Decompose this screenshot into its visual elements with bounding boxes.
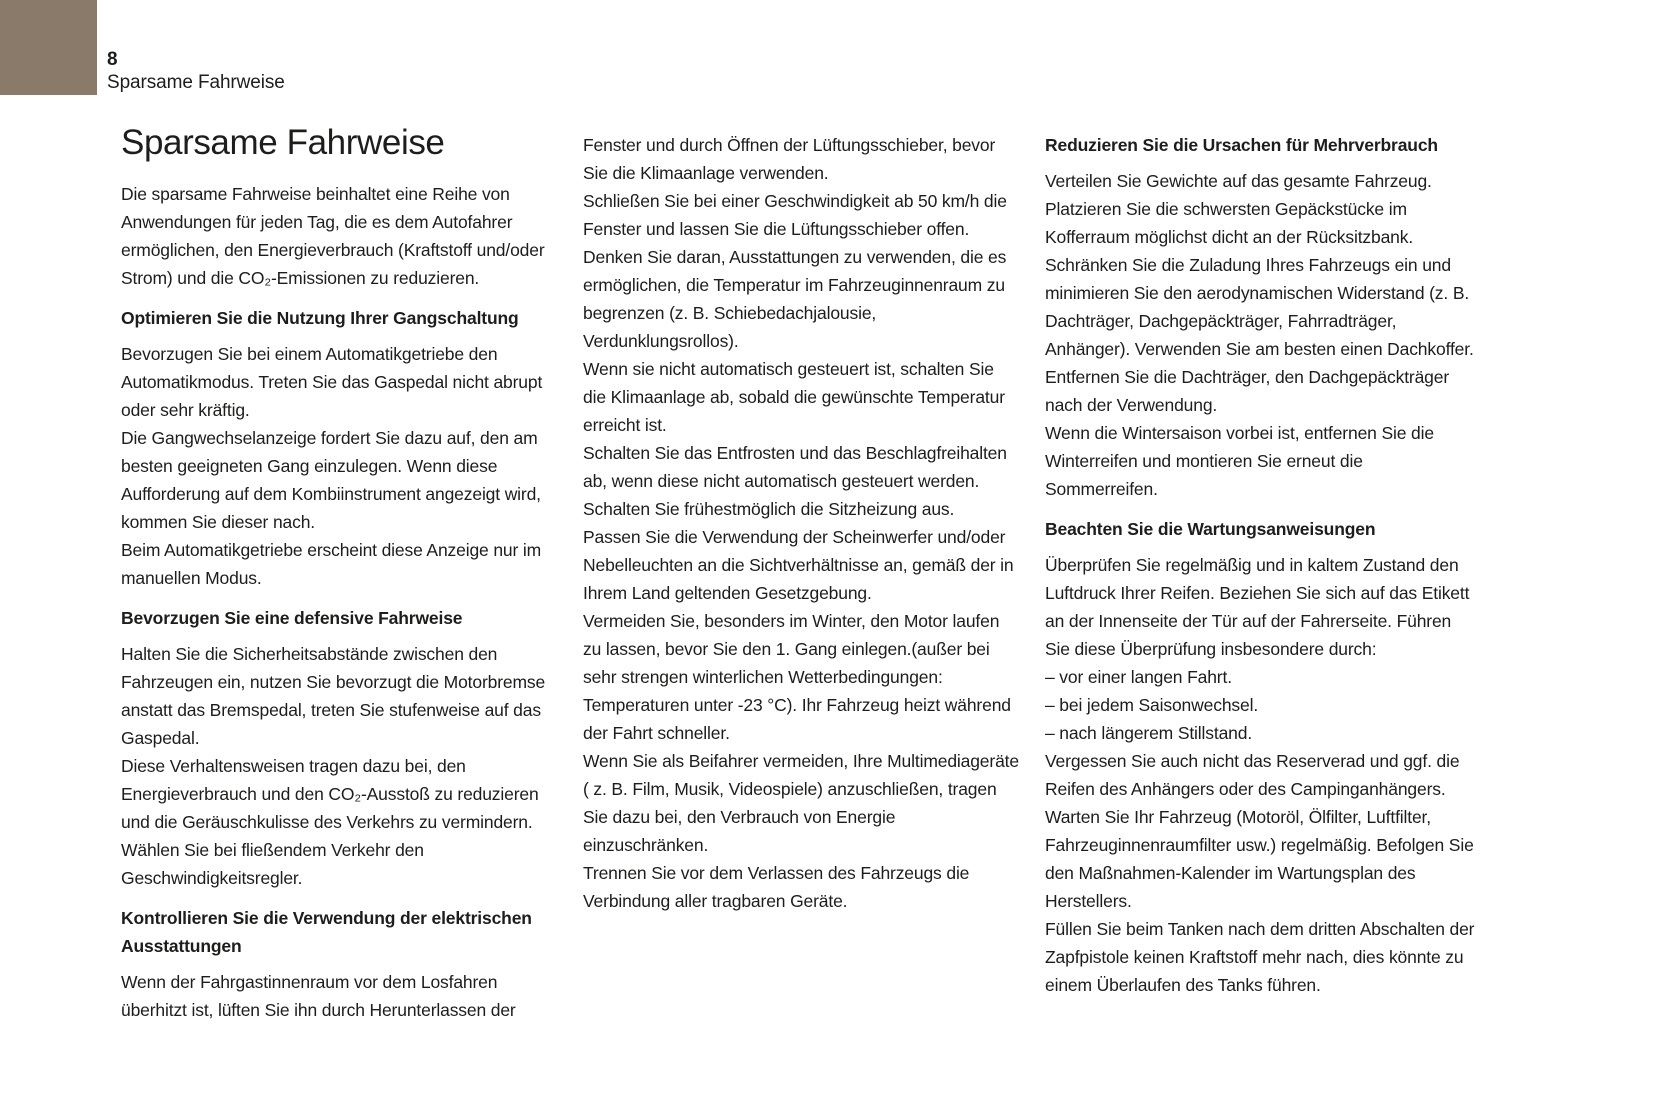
corner-accent-block bbox=[0, 0, 97, 95]
text-column-1 bbox=[121, 122, 557, 1024]
paragraph: Die Gangwechselanzeige fordert Sie dazu auf, den am besten geeigneten Gang einzulegen. Wenn diese Aufforderung auf dem Kombiinstrument angezeigt wird, kommen Sie dieser nach. bbox=[121, 428, 541, 532]
list-item: – bei jedem Saisonwechsel. bbox=[1045, 695, 1259, 715]
section-heading: Optimieren Sie die Nutzung Ihrer Gangschaltung bbox=[121, 308, 519, 328]
page-title: Sparsame Fahrweise bbox=[121, 123, 445, 162]
paragraph: Überprüfen Sie regelmäßig und in kaltem Zustand den Luftdruck Ihrer Reifen. Beziehen Sie sich auf das Etikett an der Innenseite der Tür auf der Fahrerseite. Führen Sie diese Überprüfung insbesondere durch: bbox=[1045, 555, 1470, 659]
section-heading: Kontrollieren Sie die Verwendung der elektrischen Ausstattungen bbox=[121, 908, 532, 956]
paragraph: Denken Sie daran, Ausstattungen zu verwenden, die es ermöglichen, die Temperatur im Fahrzeuginnenraum zu begrenzen (z. B. Schiebedachjalousie, Verdunklungsrollos). bbox=[583, 247, 1007, 351]
paragraph: Schalten Sie das Entfrosten und das Beschlagfreihalten ab, wenn diese nicht automatisch gesteuert werden. bbox=[583, 443, 1007, 491]
paragraph: Vergessen Sie auch nicht das Reserverad und ggf. die Reifen des Anhängers oder des Campinganhängers. bbox=[1045, 751, 1460, 799]
paragraph: Bevorzugen Sie bei einem Automatikgetriebe den Automatikmodus. Treten Sie das Gaspedal nicht abrupt oder sehr kräftig. bbox=[121, 344, 543, 420]
paragraph: Beim Automatikgetriebe erscheint diese Anzeige nur im manuellen Modus. bbox=[121, 540, 542, 588]
paragraph: Die sparsame Fahrweise beinhaltet eine Reihe von Anwendungen für jeden Tag, die es dem Autofahrer ermöglichen, den Energieverbrauch (Kraftstoff und/oder Strom) und die CO₂-Emissionen zu reduzieren. bbox=[121, 184, 545, 288]
paragraph: Wenn Sie als Beifahrer vermeiden, Ihre Multimediageräte ( z. B. Film, Musik, Videospiele) anzuschließen, tragen Sie dazu bei, den Verbrauch von Energie einzuschränken. bbox=[583, 751, 1019, 855]
section-heading: Bevorzugen Sie eine defensive Fahrweise bbox=[121, 608, 463, 628]
paragraph: Wenn sie nicht automatisch gesteuert ist, schalten Sie die Klimaanlage ab, sobald die gewünschte Temperatur erreicht ist. bbox=[583, 359, 1005, 435]
paragraph: Passen Sie die Verwendung der Scheinwerfer und/oder Nebelleuchten an die Sichtverhältnisse an, gemäß der in Ihrem Land geltenden Gesetzgebung. bbox=[583, 527, 1014, 603]
list-item: – vor einer langen Fahrt. bbox=[1045, 667, 1232, 687]
paragraph: Fenster und durch Öffnen der Lüftungsschieber, bevor Sie die Klimaanlage verwenden. bbox=[583, 135, 996, 183]
paragraph: Wenn die Wintersaison vorbei ist, entfernen Sie die Winterreifen und montieren Sie erneut die Sommerreifen. bbox=[1045, 423, 1434, 499]
text-column-2 bbox=[583, 131, 1021, 915]
running-header: Sparsame Fahrweise bbox=[107, 72, 285, 93]
paragraph: Füllen Sie beim Tanken nach dem dritten Abschalten der Zapfpistole keinen Kraftstoff mehr nach, dies könnte zu einem Überlaufen des Tanks führen. bbox=[1045, 919, 1475, 995]
section-heading: Reduzieren Sie die Ursachen für Mehrverbrauch bbox=[1045, 135, 1438, 155]
paragraph: Diese Verhaltensweisen tragen dazu bei, den Energieverbrauch und den CO₂-Ausstoß zu reduzieren und die Geräuschkulisse des Verkehrs zu vermindern. bbox=[121, 756, 539, 832]
page-header bbox=[107, 48, 285, 94]
paragraph: Halten Sie die Sicherheitsabstände zwischen den Fahrzeugen ein, nutzen Sie bevorzugt die Motorbremse anstatt das Bremspedal, treten Sie stufenweise auf das Gaspedal. bbox=[121, 644, 546, 748]
paragraph: Schalten Sie frühestmöglich die Sitzheizung aus. bbox=[583, 499, 955, 519]
paragraph: Wählen Sie bei fließendem Verkehr den Geschwindigkeitsregler. bbox=[121, 840, 424, 888]
paragraph: Trennen Sie vor dem Verlassen des Fahrzeugs die Verbindung aller tragbaren Geräte. bbox=[583, 863, 970, 911]
section-heading: Beachten Sie die Wartungsanweisungen bbox=[1045, 519, 1376, 539]
paragraph: Warten Sie Ihr Fahrzeug (Motoröl, Ölfilter, Luftfilter, Fahrzeuginnenraumfilter usw.) regelmäßig. Befolgen Sie den Maßnahmen-Kalender im Wartungsplan des Herstellers. bbox=[1045, 807, 1474, 911]
page-number: 8 bbox=[107, 49, 118, 70]
list-item: – nach längerem Stillstand. bbox=[1045, 723, 1253, 743]
paragraph: Vermeiden Sie, besonders im Winter, den Motor laufen zu lassen, bevor Sie den 1. Gang einlegen.(außer bei sehr strengen winterlichen Wetterbedingungen: Temperaturen unter -23 °C). Ihr Fahrzeug heizt während der Fahrt schneller. bbox=[583, 611, 1011, 743]
paragraph: Schließen Sie bei einer Geschwindigkeit ab 50 km/h die Fenster und lassen Sie die Lüftungsschieber offen. bbox=[583, 191, 1007, 239]
paragraph: Entfernen Sie die Dachträger, den Dachgepäckträger nach der Verwendung. bbox=[1045, 367, 1450, 415]
paragraph: Wenn der Fahrgastinnenraum vor dem Losfahren überhitzt ist, lüften Sie ihn durch Herunterlassen der bbox=[121, 972, 516, 1020]
paragraph: Schränken Sie die Zuladung Ihres Fahrzeugs ein und minimieren Sie den aerodynamischen Widerstand (z. B. Dachträger, Dachgepäckträger, Fahrradträger, Anhänger). Verwenden Sie am besten einen Dachkoffer. bbox=[1045, 255, 1474, 359]
text-column-3 bbox=[1045, 131, 1477, 999]
paragraph: Verteilen Sie Gewichte auf das gesamte Fahrzeug. Platzieren Sie die schwersten Gepäckstücke im Kofferraum möglichst dicht an der Rücksitzbank. bbox=[1045, 171, 1432, 247]
